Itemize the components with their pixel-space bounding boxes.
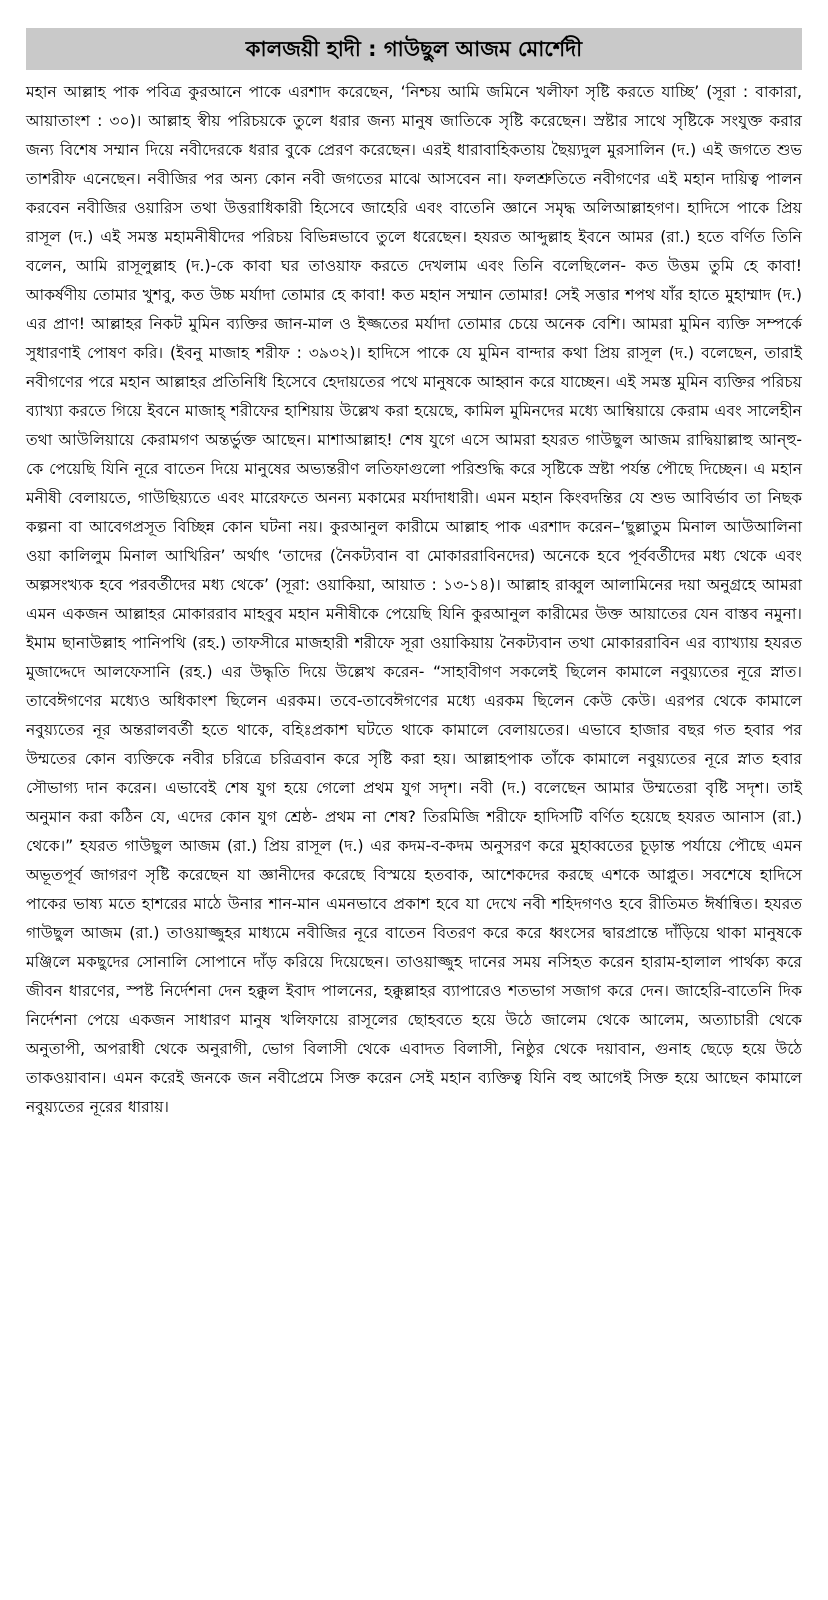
title-bar	[26, 28, 802, 70]
article-title: কালজয়ী হাদী : গাউছুল আজম মোর্শেদী	[245, 37, 583, 61]
article-body: মহান আল্লাহ পাক পবিত্র কুরআনে পাকে এরশাদ করেছেন, ‘নিশ্চয় আমি জমিনে খলীফা সৃষ্টি করতে যাচ্ছি’ (সূরা : বাকারা, আয়াতাংশ : ৩০)। আল্লাহ স্বীয় পরিচয়কে তুলে ধরার জন্য মানুষ জাতিকে সৃষ্টি করেছেন। স্রষ্টার সাথে সৃষ্টিকে সংযুক্ত করার জন্য বিশেষ সম্মান দিয়ে নবীদেরকে ধরার বুকে প্রেরণ করেছেন। এরই ধারাবাহিকতায় ছৈয়্যদুল মুরসালিন (দ.) এই জগতে শুভ তাশরীফ এনেছেন। নবীজির পর অন্য কোন নবী জগতের মাঝে আসবেন না। ফলশ্রুতিতে নবীগণের এই মহান দায়িত্ব পালন করবেন নবীজির ওয়ারিস তথা উত্তরাধিকারী হিসেবে জাহেরি এবং বাতেনি জ্ঞানে সমৃদ্ধ অলিআল্লাহগণ। হাদিসে পাকে প্রিয় রাসূল (দ.) এই সমস্ত মহামনীষীদের পরিচয় বিভিন্নভাবে তুলে ধরেছেন। হযরত আব্দুল্লাহ ইবনে আমর (রা.) হতে বর্ণিত তিনি বলেন, আমি রাসূলুল্লাহ (দ.)-কে কাবা ঘর তাওয়াফ করতে দেখলাম এবং তিনি বলেছিলেন- কত উত্তম তুমি হে কাবা! আকর্ষণীয় তোমার খুশবু, কত উচ্চ মর্যাদা তোমার হে কাবা! কত মহান সম্মান তোমার! সেই সত্তার শপথ যাঁর হাতে মুহাম্মাদ (দ.) এর প্রাণ! আল্লাহর নিকট মুমিন ব্যক্তির জান-মাল ও ইজ্জতের মর্যাদা তোমার চেয়ে অনেক বেশি। আমরা মুমিন ব্যক্তি সম্পর্কে সুধারণাই পোষণ করি। (ইবনু মাজাহ শরীফ : ৩৯৩২)। হাদিসে পাকে যে মুমিন বান্দার কথা প্রিয় রাসূল (দ.) বলেছেন, তারাই নবীগণের পরে মহান আল্লাহর প্রতিনিধি হিসেবে হেদায়তের পথে মানুষকে আহ্বান করে যাচ্ছেন। এই সমস্ত মুমিন ব্যক্তির পরিচয় ব্যাখ্যা করতে গিয়ে ইবনে মাজাহ্ শরীফের হাশিয়ায় উল্লেখ করা হয়েছে, কামিল মুমিনদের মধ্যে আম্বিয়ায়ে কেরাম এবং সালেহীন তথা আউলিয়ায়ে কেরামগণ অন্তর্ভুক্ত আছেন। মাশাআল্লাহ! শেষ যুগে এসে আমরা হযরত গাউছুল আজম রাদ্বিয়াল্লাহু আন্হু-কে পেয়েছি যিনি নূরে বাতেন দিয়ে মানুষের অভ্যন্তরীণ লতিফাগুলো পরিশুদ্ধি করে সৃষ্টিকে স্রষ্টা পর্যন্ত পৌছে দিচ্ছেন। এ মহান মনীষী বেলায়তে, গাউছিয়্যতে এবং মারেফতে অনন্য মকামের মর্যাদাধারী। এমন মহান কিংবদন্তির যে শুভ আবির্ভাব তা নিছক কল্পনা বা আবেগপ্রসূত বিচ্ছিন্ন কোন ঘটনা নয়। কুরআনুল কারীমে আল্লাহ পাক এরশাদ করেন–‘ছুল্লাতুম মিনাল আউআলিনা ওয়া কালিলুম মিনাল আখিরিন’ অর্থাৎ ‘তাদের (নৈকট্যবান বা মোকাররাবিনদের) অনেকে হবে পূর্ববর্তীদের মধ্য থেকে এবং অল্পসংখ্যক হবে পরবর্তীদের মধ্য থেকে’ (সূরা: ওয়াকিয়া, আয়াত : ১৩-১৪)। আল্লাহ রাব্বুল আলামিনের দয়া অনুগ্রহে আমরা এমন একজন আল্লাহর মোকাররাব মাহবুব মহান মনীষীকে পেয়েছি যিনি কুরআনুল কারীমের উক্ত আয়াতের যেন বাস্তব নমুনা। ইমাম ছানাউল্লাহ পানিপথি (রহ.) তাফসীরে মাজহারী শরীফে সূরা ওয়াকিয়ায় নৈকট্যবান তথা মোকাররাবিন এর ব্যাখ্যায় হযরত মুজাদ্দেদে আলফেসানি (রহ.) এর উদ্ধৃতি দিয়ে উল্লেখ করেন- “সাহাবীগণ সকলেই ছিলেন কামালে নবুয়্যতের নূরে স্নাত। তাবেঈগণের মধ্যেও অধিকাংশ ছিলেন এরকম। তবে-তাবেঈগণের মধ্যে এরকম ছিলেন কেউ কেউ। এরপর থেকে কামালে নবুয়্যতের নূর অন্তরালবর্তী হতে থাকে, বহিঃপ্রকাশ ঘটতে থাকে কামালে বেলায়তের। এভাবে হাজার বছর গত হবার পর উম্মতের কোন ব্যক্তিকে নবীর চরিত্রে চরিত্রবান করে সৃষ্টি করা হয়। আল্লাহপাক তাঁকে কামালে নবুয়্যতের নূরে স্নাত হবার সৌভাগ্য দান করেন। এভাবেই শেষ যুগ হয়ে গেলো প্রথম যুগ সদৃশ। নবী (দ.) বলেছেন আমার উম্মতেরা বৃষ্টি সদৃশ। তাই অনুমান করা কঠিন যে, এদের কোন যুগ শ্রেষ্ঠ- প্রথম না শেষ? তিরমিজি শরীফে হাদিসটি বর্ণিত হয়েছে হযরত আনাস (রা.) থেকে।” হযরত গাউছুল আজম (রা.) প্রিয় রাসূল (দ.) এর কদম-ব-কদম অনুসরণ করে মুহাব্বতের চূড়ান্ত পর্যায়ে পৌছে এমন অভূতপূর্ব জাগরণ সৃষ্টি করেছেন যা জ্ঞানীদের করেছে বিস্ময়ে হতবাক, আশেকদের করছে এশকে আপ্লুত। সবশেষে হাদিসে পাকের ভাষ্য মতে হাশরের মাঠে উনার শান-মান এমনভাবে প্রকাশ হবে যা দেখে নবী শহিদগণও হবে রীতিমত ঈর্ষান্বিত। হযরত গাউছুল আজম (রা.) তাওয়াজ্জুহর মাধ্যমে নবীজির নূরে বাতেন বিতরণ করে করে ধ্বংসের দ্বারপ্রান্তে দাঁড়িয়ে থাকা মানুষকে মঞ্জিলে মকছুদের সোনালি সোপানে দাঁড় করিয়ে দিয়েছেন। তাওয়াজ্জুহ দানের সময় নসিহত করেন হারাম-হালাল পার্থক্য করে জীবন ধারণের, স্পষ্ট নির্দেশনা দেন হক্কুল ইবাদ পালনের, হক্কুল্লাহর ব্যাপারেও শতভাগ সজাগ করে দেন। জাহেরি-বাতেনি দিক নির্দেশনা পেয়ে একজন সাধারণ মানুষ খলিফায়ে রাসূলের ছোহবতে হয়ে উঠে জালেম থেকে আলেম, অত্যাচারী থেকে অনুতাপী, অপরাধী থেকে অনুরাগী, ভোগ বিলাসী থেকে এবাদত বিলাসী, নিষ্ঠুর থেকে দয়াবান, গুনাহ ছেড়ে হয়ে উঠে তাকওয়াবান। এমন করেই জনকে জন নবীপ্রেমে সিক্ত করেন সেই মহান ব্যক্তিত্ব যিনি বহু আগেই সিক্ত হয়ে আছেন কামালে নবুয়্যতের নূরের ধারায়।	[26, 83, 802, 1116]
article	[26, 28, 802, 1122]
